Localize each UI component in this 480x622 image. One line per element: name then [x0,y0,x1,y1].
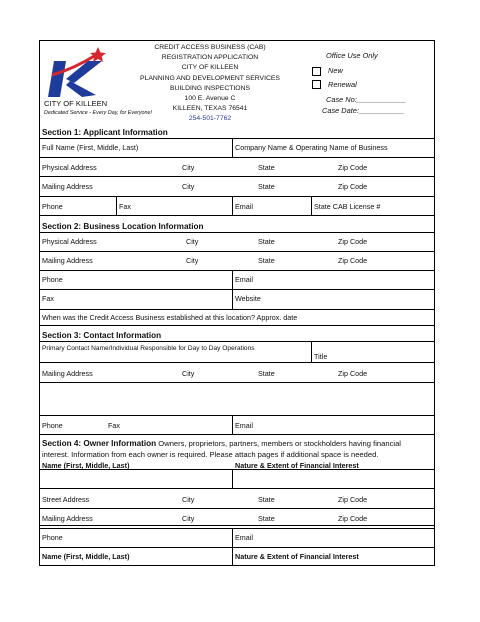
divider [40,508,434,509]
section-1-title: Section 1: Applicant Information [42,128,168,137]
header-line: REGISTRATION APPLICATION [161,54,259,62]
established-date-question[interactable]: When was the Credit Access Business established at this location? Approx. date [42,313,298,322]
mailing-address-field[interactable]: Mailing Address [42,182,93,191]
divider [40,341,434,342]
divider [40,362,434,363]
divider [232,196,233,215]
mailing-address-field[interactable]: Mailing Address [42,514,93,523]
state-field[interactable]: State [258,237,275,246]
section-4-desc: Owners, proprietors, partners, members or stockholders having financial [156,439,401,448]
state-field[interactable]: State [258,514,275,523]
header-line: CITY OF KILLEEN [181,64,239,72]
section-3-title: Section 3: Contact Information [42,331,162,340]
divider [40,325,434,326]
primary-contact-field[interactable]: Primary Contact Name/Individual Responsible for Day to Day Operations [42,345,255,352]
city-field[interactable]: City [186,237,199,246]
city-logo [44,45,130,101]
divider [232,138,233,157]
divider [40,176,434,177]
state-field[interactable]: State [258,256,275,265]
office-use-title: Office Use Only [326,51,378,60]
case-date-field[interactable]: Case Date:___________ [322,106,405,116]
city-field[interactable]: City [182,182,195,191]
overflow-rows [39,525,435,565]
divider [40,215,434,216]
phone-field[interactable]: Phone [42,421,63,430]
mailing-address-field[interactable]: Mailing Address [42,369,93,378]
header-line: PLANNING AND DEVELOPMENT SERVICES [140,74,280,82]
divider [40,138,434,139]
city-field[interactable]: City [182,514,195,523]
section-4-header [42,439,401,448]
fax-field[interactable]: Fax [119,202,131,211]
license-field[interactable]: State CAB License # [314,202,381,211]
divider [40,434,434,435]
city-field[interactable]: City [182,163,195,172]
state-field[interactable]: State [258,182,275,191]
phone-field[interactable]: Phone [42,202,63,211]
email-field[interactable]: Email [235,533,253,542]
org-name: CITY OF KILLEEN [44,99,108,108]
zip-field[interactable]: Zip Code [338,495,368,504]
phone-field[interactable]: Phone [42,275,63,284]
renewal-checkbox[interactable] [312,80,321,89]
fax-field[interactable]: Fax [108,421,120,430]
header-line: BUILDING INSPECTIONS [169,84,251,92]
divider [39,525,435,526]
header-phone: 254-501-7762 [188,115,232,123]
financial-interest-field[interactable]: Nature & Extent of Financial Interest [235,461,359,470]
zip-field[interactable]: Zip Code [338,369,368,378]
divider [40,382,434,383]
company-name-field[interactable]: Company Name & Operating Name of Business [235,143,388,152]
section-4-desc-2: interest. Information from each owner is required. Please attach pages if additional space is needed. [42,450,379,459]
case-no-field[interactable]: Case No:____________ [326,95,407,105]
section-2-title: Section 2: Business Location Information [42,222,204,231]
header-block [136,43,284,125]
divider [40,251,434,252]
email-field[interactable]: Email [235,275,253,284]
divider [40,289,434,290]
cab-registration-form [39,40,435,566]
divider [116,196,117,215]
zip-field[interactable]: Zip Code [338,182,368,191]
header-line: 100 E. Avenue C [184,95,236,103]
divider [232,415,233,434]
new-checkbox[interactable] [312,67,321,76]
office-use-block [312,51,432,115]
physical-address-field[interactable]: Physical Address [42,237,97,246]
title-field[interactable]: Title [314,352,328,361]
zip-field[interactable]: Zip Code [338,514,368,523]
website-field[interactable]: Website [235,294,261,303]
renewal-option[interactable] [312,80,432,90]
email-field[interactable]: Email [235,202,253,211]
tagline: Dedicated Service - Every Day, for Everyone! [44,110,153,116]
financial-interest-field[interactable]: Nature & Extent of Financial Interest [235,552,359,561]
city-field[interactable]: City [182,369,195,378]
zip-field[interactable]: Zip Code [338,256,368,265]
city-field[interactable]: City [182,495,195,504]
renewal-label: Renewal [328,79,357,89]
divider [40,232,434,233]
city-field[interactable]: City [186,256,199,265]
header-line: KILLEEN, TEXAS 76541 [172,105,248,113]
divider [40,415,434,416]
new-option[interactable] [312,66,432,76]
phone-field[interactable]: Phone [42,533,63,542]
divider [40,270,434,271]
header-line: CREDIT ACCESS BUSINESS (CAB) [154,44,266,51]
divider [311,341,312,362]
zip-field[interactable]: Zip Code [338,237,368,246]
state-field[interactable]: State [258,495,275,504]
mailing-address-field[interactable]: Mailing Address [42,256,93,265]
divider [40,157,434,158]
owner-name-field[interactable]: Name (First, Middle, Last) [42,461,130,470]
divider [232,469,233,488]
physical-address-field[interactable]: Physical Address [42,163,97,172]
divider [40,196,434,197]
state-field[interactable]: State [258,163,275,172]
divider [40,488,434,489]
divider [311,196,312,215]
section-4-title: Section 4: Owner Information [42,439,157,448]
full-name-field[interactable]: Full Name (First, Middle, Last) [42,143,139,152]
owner-name-field[interactable]: Name (First, Middle, Last) [42,552,130,561]
street-address-field[interactable]: Street Address [42,495,90,504]
divider [40,309,434,310]
zip-field[interactable]: Zip Code [338,163,368,172]
fax-field[interactable]: Fax [42,294,54,303]
new-label: New [328,66,343,75]
state-field[interactable]: State [258,369,275,378]
email-field[interactable]: Email [235,421,253,430]
